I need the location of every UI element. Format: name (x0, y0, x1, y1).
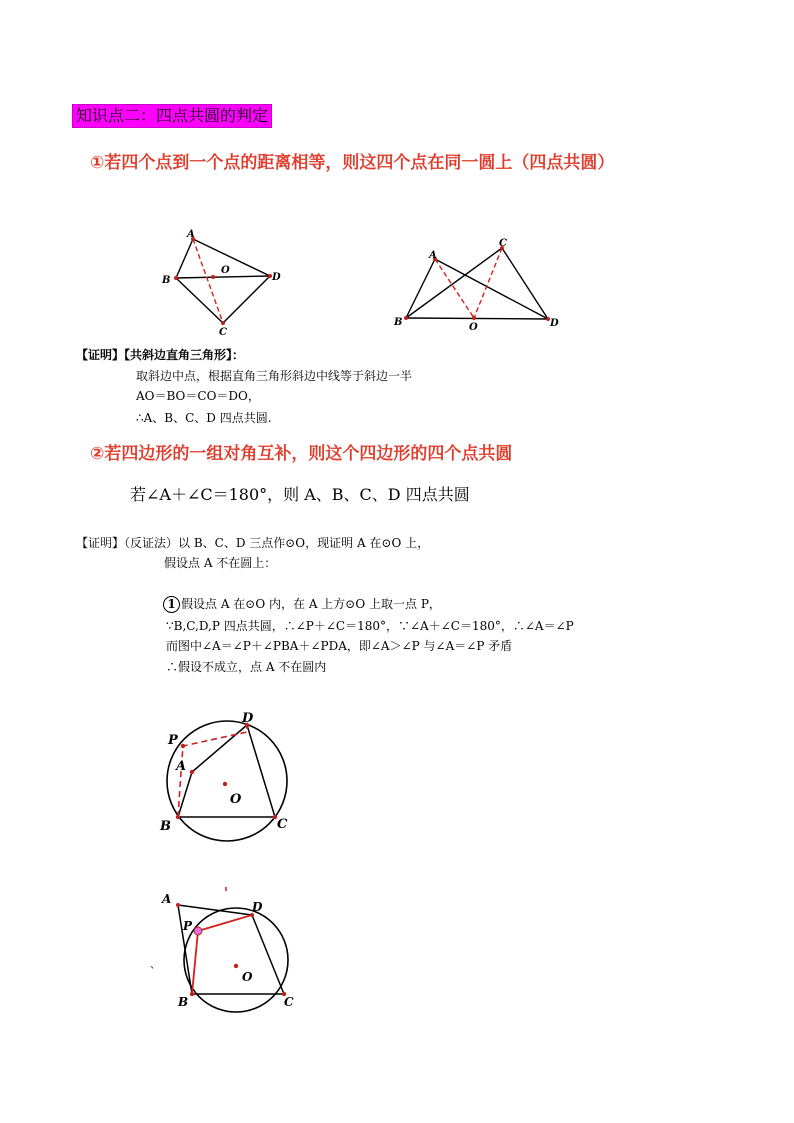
svg-text:A: A (162, 892, 172, 906)
proof-1-label: 【证明】【共斜边直角三角形】： (76, 348, 245, 362)
svg-text:C: C (284, 995, 294, 1009)
svg-text:B: B (178, 995, 189, 1009)
proof-1-line-3: ∴A、B、C、D 四点共圆. (136, 411, 272, 425)
svg-text:O: O (242, 970, 253, 984)
proof-2-label: 【证明】（反证法）以 B、C、D 三点作⊙O，现证明 A 在⊙O 上， (76, 536, 430, 550)
label-A: A (187, 229, 195, 240)
svg-text:C: C (499, 238, 507, 249)
svg-text:O: O (469, 322, 478, 333)
svg-text:B: B (160, 819, 171, 834)
figure-a-outside-circle (150, 884, 320, 1019)
proof-2-line-4: 而图中∠A＝∠P＋∠PBA＋∠PDA，即∠A＞∠P 与∠A＝∠P 矛盾 (166, 639, 513, 653)
label-B: B (162, 275, 171, 286)
proof-2-line-5: ∴假设不成立，点 A 不在圆内 (166, 660, 327, 674)
rule-1-title: ①若四个点到一个点的距离相等，则这四个点在同一圆上（四点共圆） (90, 153, 615, 173)
proof-1-line-1: 取斜边中点，根据直角三角形斜边中线等于斜边一半 (136, 369, 413, 383)
label-O: O (221, 265, 230, 276)
svg-text:P: P (183, 919, 193, 933)
section-heading: 知识点二：四点共圆的判定 (72, 104, 272, 128)
svg-text:A: A (176, 759, 187, 774)
figure-shared-hypotenuse (390, 234, 570, 334)
label-C: C (219, 327, 227, 338)
svg-text:D: D (252, 900, 263, 914)
rule-2-title: ②若四边形的一组对角互补，则这个四边形的四个点共圆 (90, 444, 513, 464)
svg-text:O: O (230, 792, 242, 807)
svg-text:D: D (242, 711, 254, 726)
label-D: D (272, 272, 281, 283)
figure-kite (160, 228, 290, 340)
svg-text:D: D (550, 318, 559, 329)
condition-line: 若∠A＋∠C＝180°，则 A、B、C、D 四点共圆 (130, 485, 470, 504)
proof-2-line-3: ∵B,C,D,P 四点共圆，∴∠P＋∠C＝180°，∵∠A＋∠C＝180°，∴∠A＝∠P (166, 619, 574, 633)
svg-text:P: P (168, 733, 178, 748)
stray-mark: 、 (150, 960, 160, 971)
svg-text:A: A (429, 250, 437, 261)
proof-2-line-1: 假设点 A 不在圆上： (164, 556, 277, 570)
case-number: 1 (163, 596, 180, 613)
proof-2-line-2: 1 假设点 A 在⊙O 内，在 A 上方⊙O 上取一点 P， (163, 596, 441, 613)
svg-text:B: B (394, 317, 403, 328)
figure-a-inside-circle (160, 708, 310, 838)
svg-text:C: C (277, 817, 288, 832)
proof-1-line-2: AO＝BO＝CO＝DO， (136, 389, 260, 403)
